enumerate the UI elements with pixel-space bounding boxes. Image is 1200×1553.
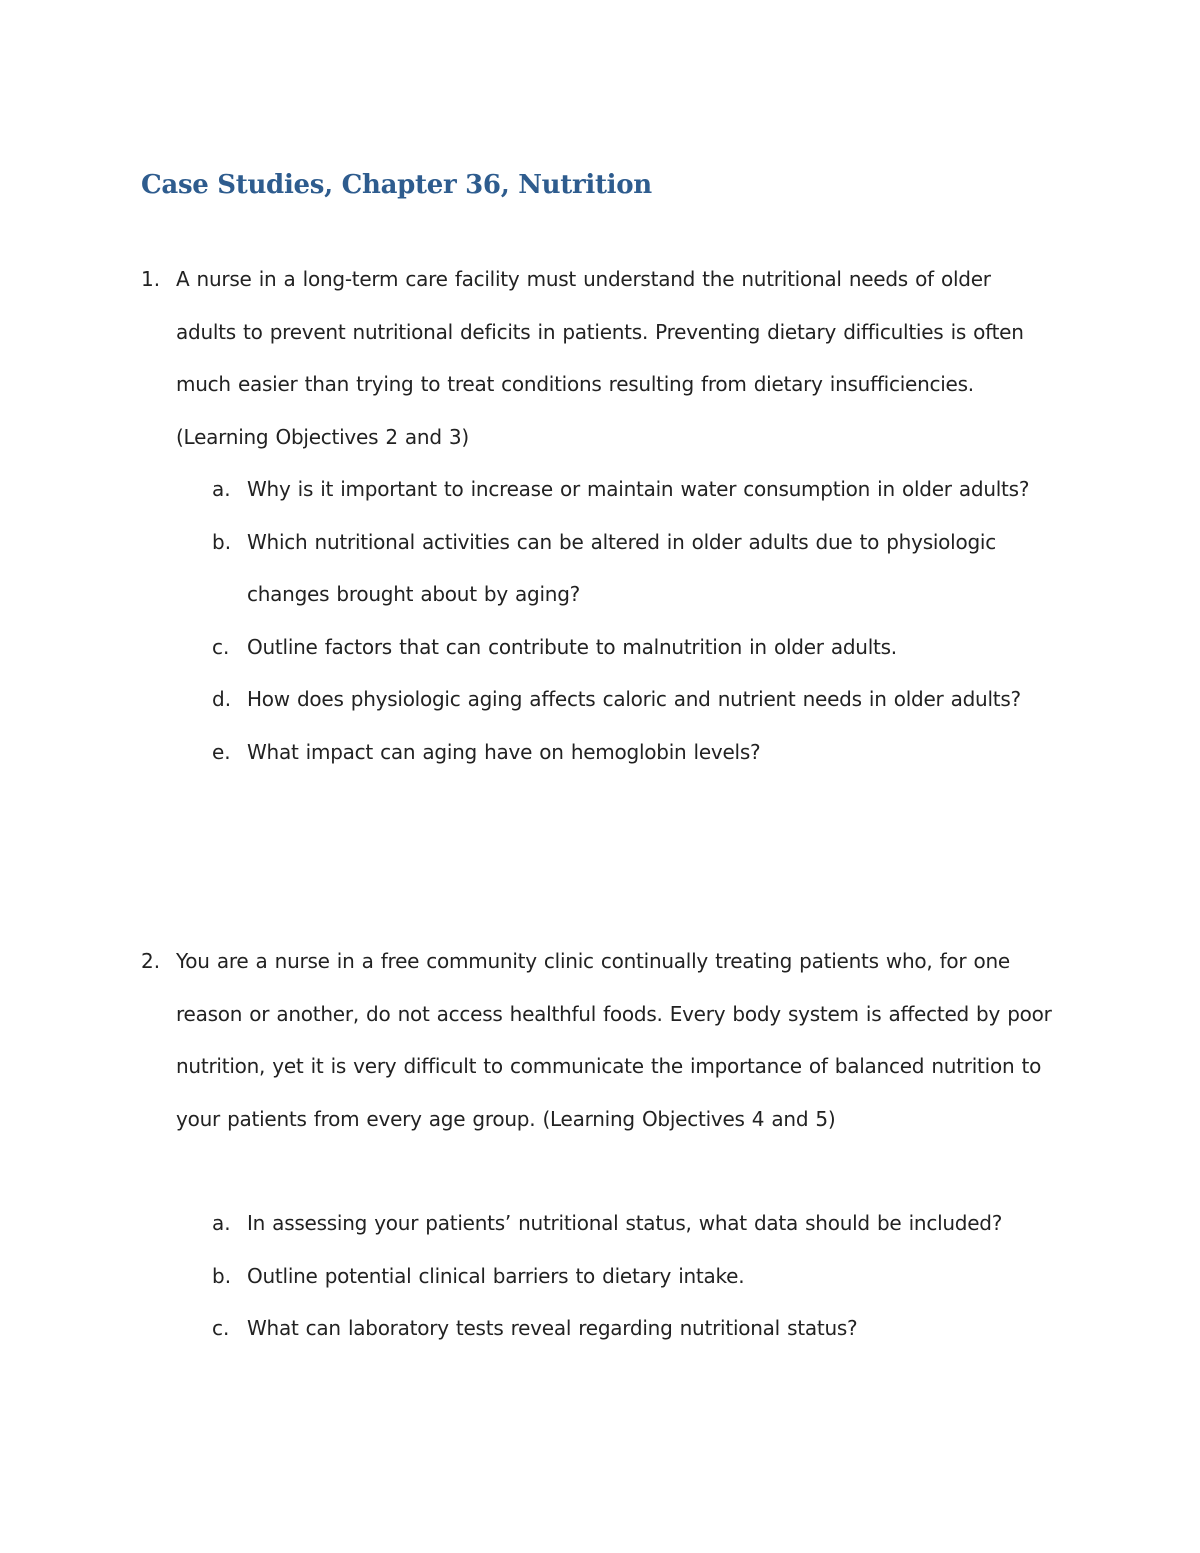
subquestion-text: How does physiologic aging affects caloric and nutrient needs in older adults? [247, 687, 1021, 711]
subquestion-item [212, 726, 1052, 779]
subquestion-item [212, 1197, 1052, 1250]
question-number: 2. [141, 949, 161, 973]
subquestion-letter: d. [212, 687, 232, 711]
subquestion-text: In assessing your patients’ nutritional status, what data should be included? [247, 1211, 1003, 1235]
question-text: You are a nurse in a free community clinic continually treating patients who, for one reason or another, do not access healthful foods. Every body system is affected by poor nutrition, yet it is very difficult to communicate the importance of balanced nutrition to your patients from every age group. (Learning Objectives 4 and 5) [176, 949, 1052, 1131]
subquestion-list [212, 463, 1052, 778]
subquestion-letter: c. [212, 1316, 230, 1340]
subquestion-letter: c. [212, 634, 230, 659]
subquestion-letter: a. [212, 477, 231, 501]
document-title: Case Studies, Chapter 36, Nutrition [141, 170, 652, 200]
subquestion-item [212, 621, 1052, 674]
subquestion-item [212, 1250, 1052, 1303]
subquestion-item [212, 516, 1052, 621]
subquestion-text: Outline potential clinical barriers to dietary intake. [247, 1263, 745, 1288]
subquestion-item [212, 673, 1052, 726]
subquestion-text: What impact can aging have on hemoglobin levels? [247, 739, 761, 764]
subquestion-item [212, 463, 1052, 516]
subquestion-text: Which nutritional activities can be altered in older adults due to physiologic changes brought about by aging? [247, 529, 996, 606]
subquestion-text: What can laboratory tests reveal regarding nutritional status? [247, 1316, 858, 1340]
subquestion-letter: b. [212, 529, 232, 554]
question-text: A nurse in a long-term care facility must understand the nutritional needs of older adults to prevent nutritional deficits in patients. Preventing dietary difficulties is often much easier than trying to treat conditions resulting from dietary insufficiencies. (Learning Objectives 2 and 3) [176, 267, 1024, 449]
subquestion-letter: e. [212, 739, 231, 764]
subquestion-text: Outline factors that can contribute to malnutrition in older adults. [247, 634, 897, 659]
subquestion-letter: b. [212, 1263, 232, 1288]
subquestion-item [212, 1302, 1052, 1355]
subquestion-letter: a. [212, 1211, 231, 1235]
question-number: 1. [141, 267, 161, 291]
subquestion-list [212, 1197, 1052, 1355]
subquestion-text: Why is it important to increase or maintain water consumption in older adults? [247, 477, 1030, 501]
